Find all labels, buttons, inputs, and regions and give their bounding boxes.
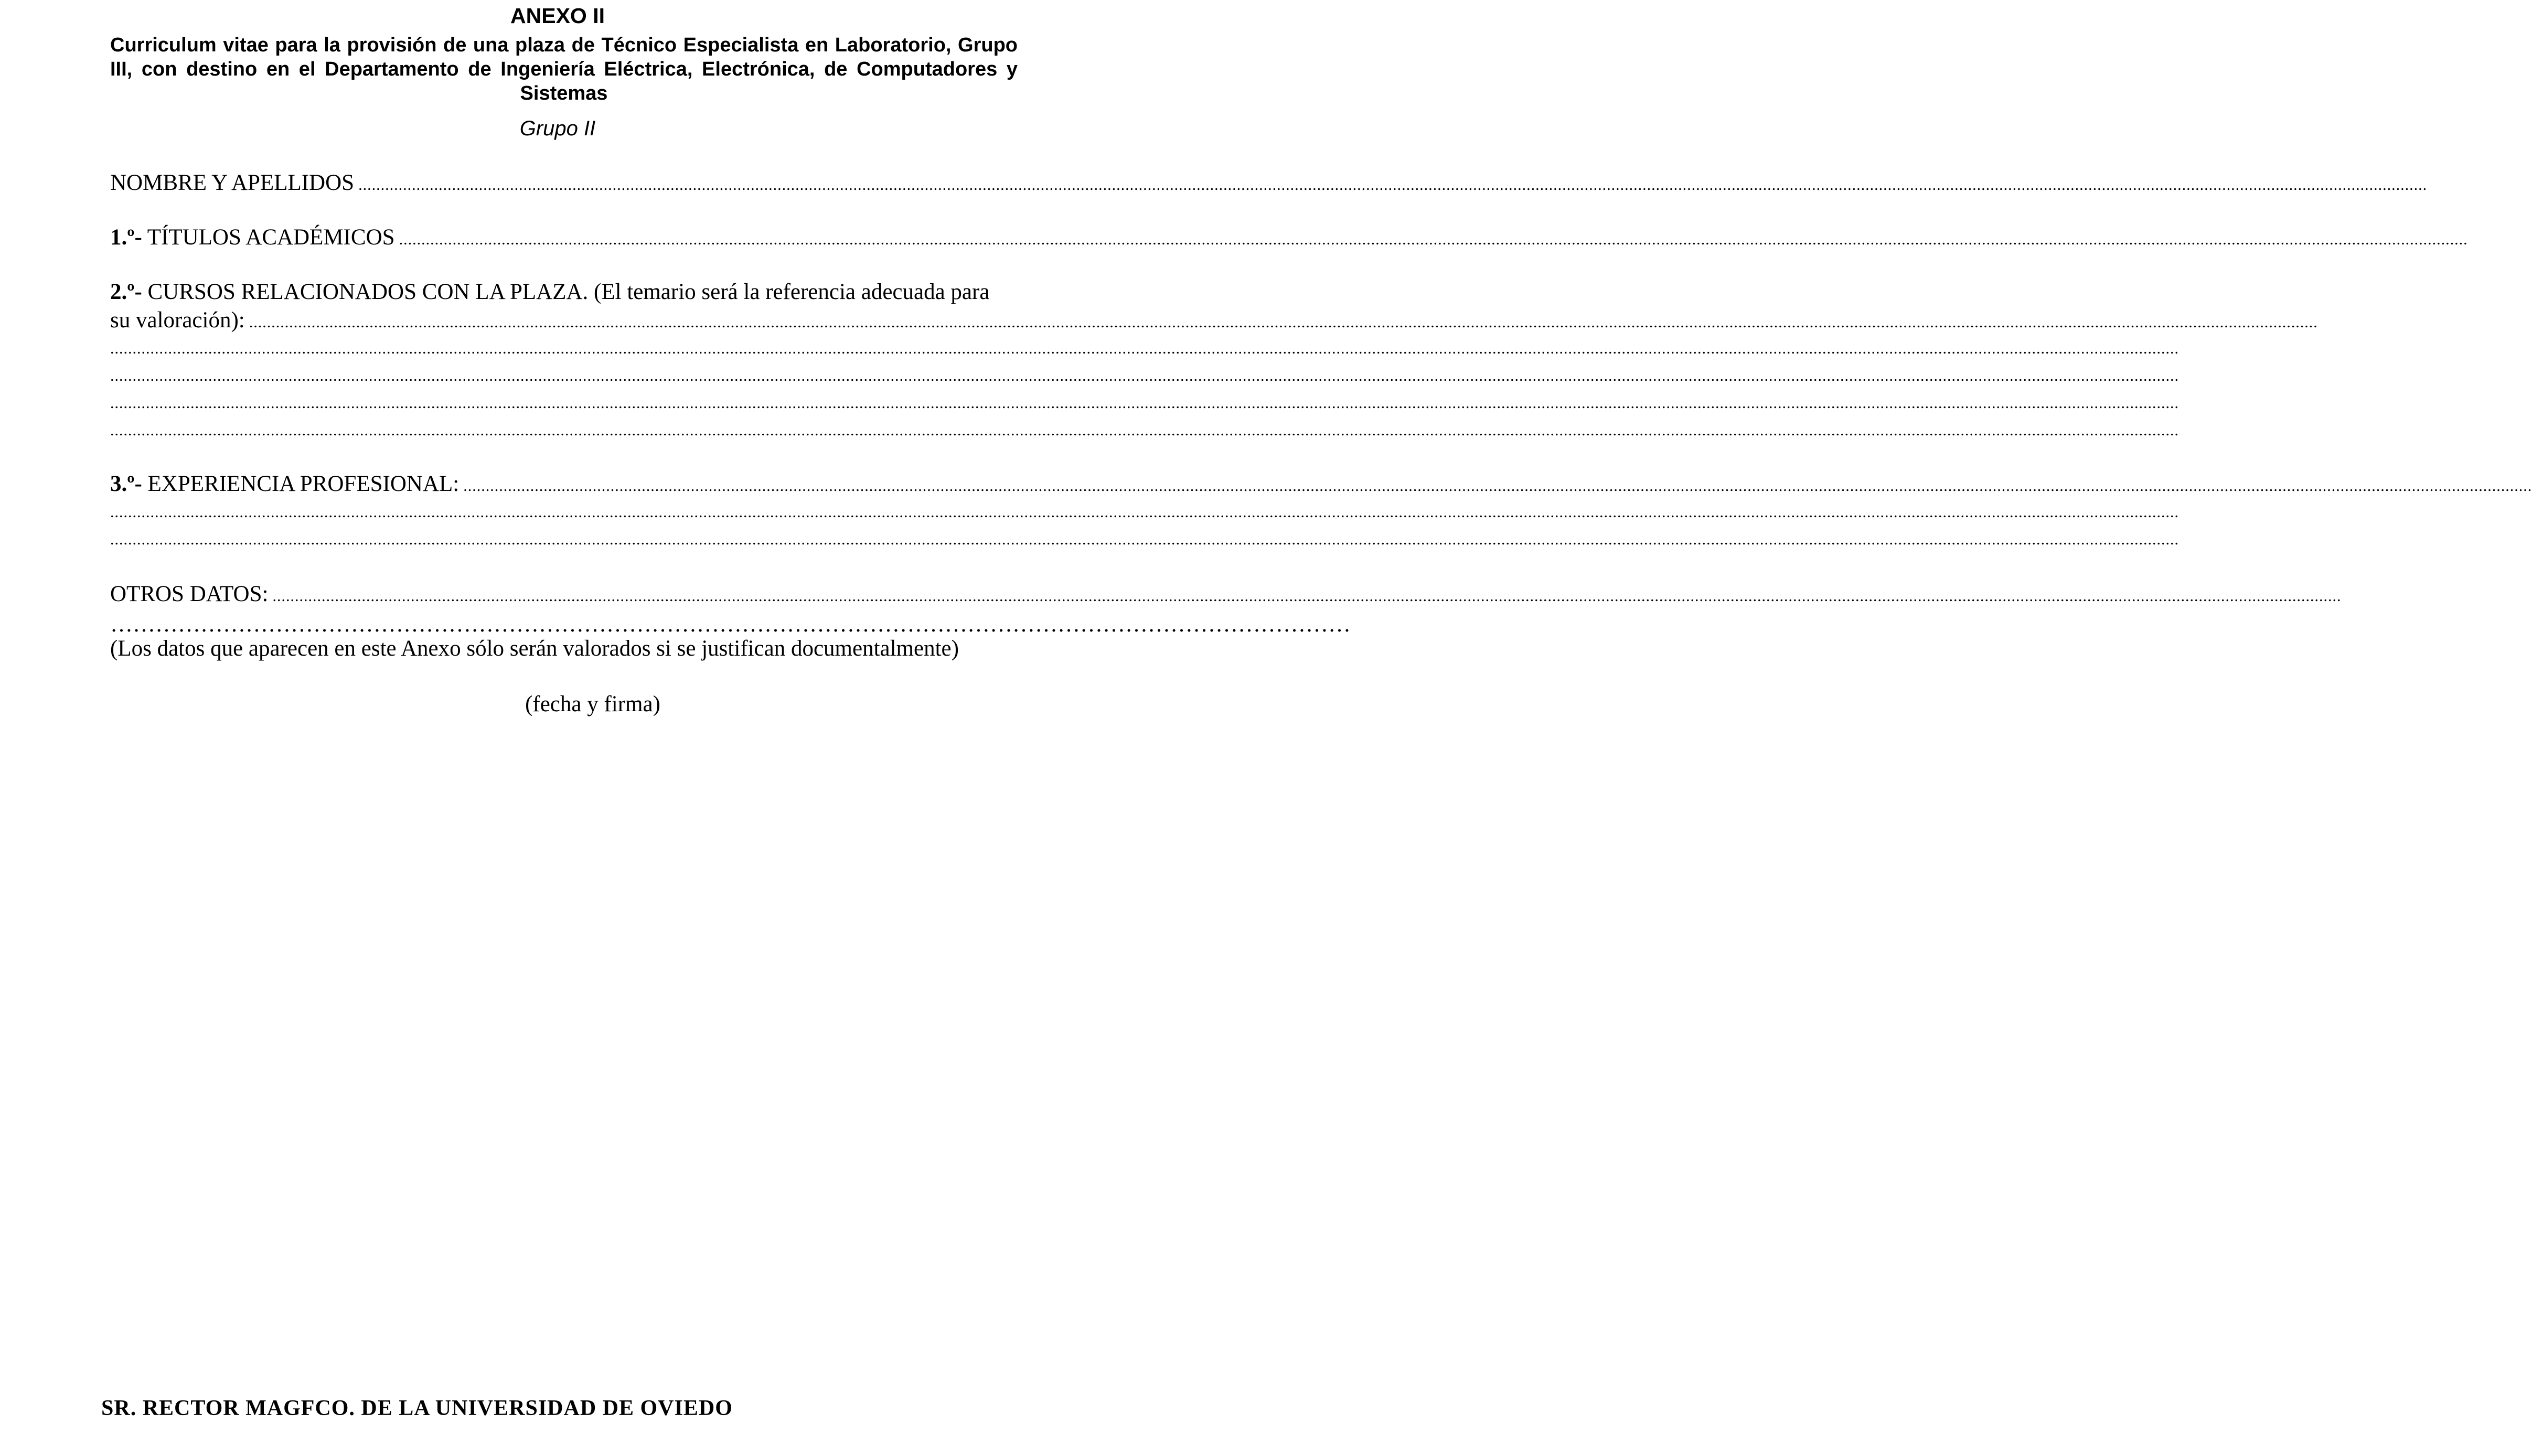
courses-heading	[110, 278, 1018, 306]
other-data-line	[110, 580, 1018, 611]
courses-fill-dots-2[interactable]	[110, 335, 2179, 363]
experience-line-1	[110, 470, 1018, 500]
section-2-label: CURSOS RELACIONADOS CON LA PLAZA. (El temario será la referencia adecuada para	[147, 280, 990, 304]
courses-line-5	[110, 416, 1018, 445]
section-1-label: TÍTULOS ACADÉMICOS	[147, 225, 395, 250]
courses-line-4	[110, 389, 1018, 417]
group-label: Grupo II	[519, 117, 596, 140]
other-data-label: OTROS DATOS:	[110, 582, 269, 606]
section-1-number: 1.º-	[110, 225, 142, 250]
courses-line-3	[110, 362, 1018, 390]
academic-titles-fill-dots[interactable]	[399, 226, 2468, 254]
section-3-label: EXPERIENCIA PROFESIONAL:	[147, 472, 460, 496]
date-signature-label: (fecha y firma)	[525, 692, 660, 716]
section-2-label-continued: su valoración):	[110, 308, 245, 333]
justification-note: (Los datos que aparecen en este Anexo sólo serán valorados si se justifican documentalmente)	[110, 636, 959, 661]
experience-fill-dots-3[interactable]	[110, 526, 2179, 554]
annex-title: ANEXO II	[510, 4, 605, 28]
courses-fill-dots-1[interactable]	[249, 308, 2318, 337]
other-data-fill-dots[interactable]	[272, 582, 2341, 611]
name-field-line	[110, 169, 1018, 199]
academic-titles-line	[110, 223, 1018, 254]
courses-fill-dots-3[interactable]	[110, 362, 2179, 390]
section-2-number: 2.º-	[110, 280, 142, 304]
name-fill-dots[interactable]	[358, 171, 2427, 199]
other-data-ellipsis-line[interactable]: …………………………………………………………………………………………………………………………………………………	[110, 612, 1351, 637]
addressee-footer: SR. RECTOR MAGFCO. DE LA UNIVERSIDAD DE OVIEDO	[101, 1396, 733, 1420]
courses-line-1	[110, 306, 1018, 337]
name-label: NOMBRE Y APELLIDOS	[110, 170, 355, 195]
courses-fill-dots-5[interactable]	[110, 416, 2179, 445]
courses-line-2	[110, 335, 1018, 363]
experience-fill-dots-2[interactable]	[110, 498, 2179, 527]
document-subtitle: Curriculum vitae para la provisión de una plaza de Técnico Especialista en Laboratorio, Grupo III, con destino en el Departamento de Ingeniería Eléctrica, Electrónica, de Computadores y Sistemas	[110, 34, 1018, 104]
courses-fill-dots-4[interactable]	[110, 389, 2179, 417]
experience-fill-dots-1[interactable]	[463, 472, 2532, 500]
section-3-number: 3.º-	[110, 472, 142, 496]
experience-line-2	[110, 498, 1018, 527]
experience-line-3	[110, 526, 1018, 554]
